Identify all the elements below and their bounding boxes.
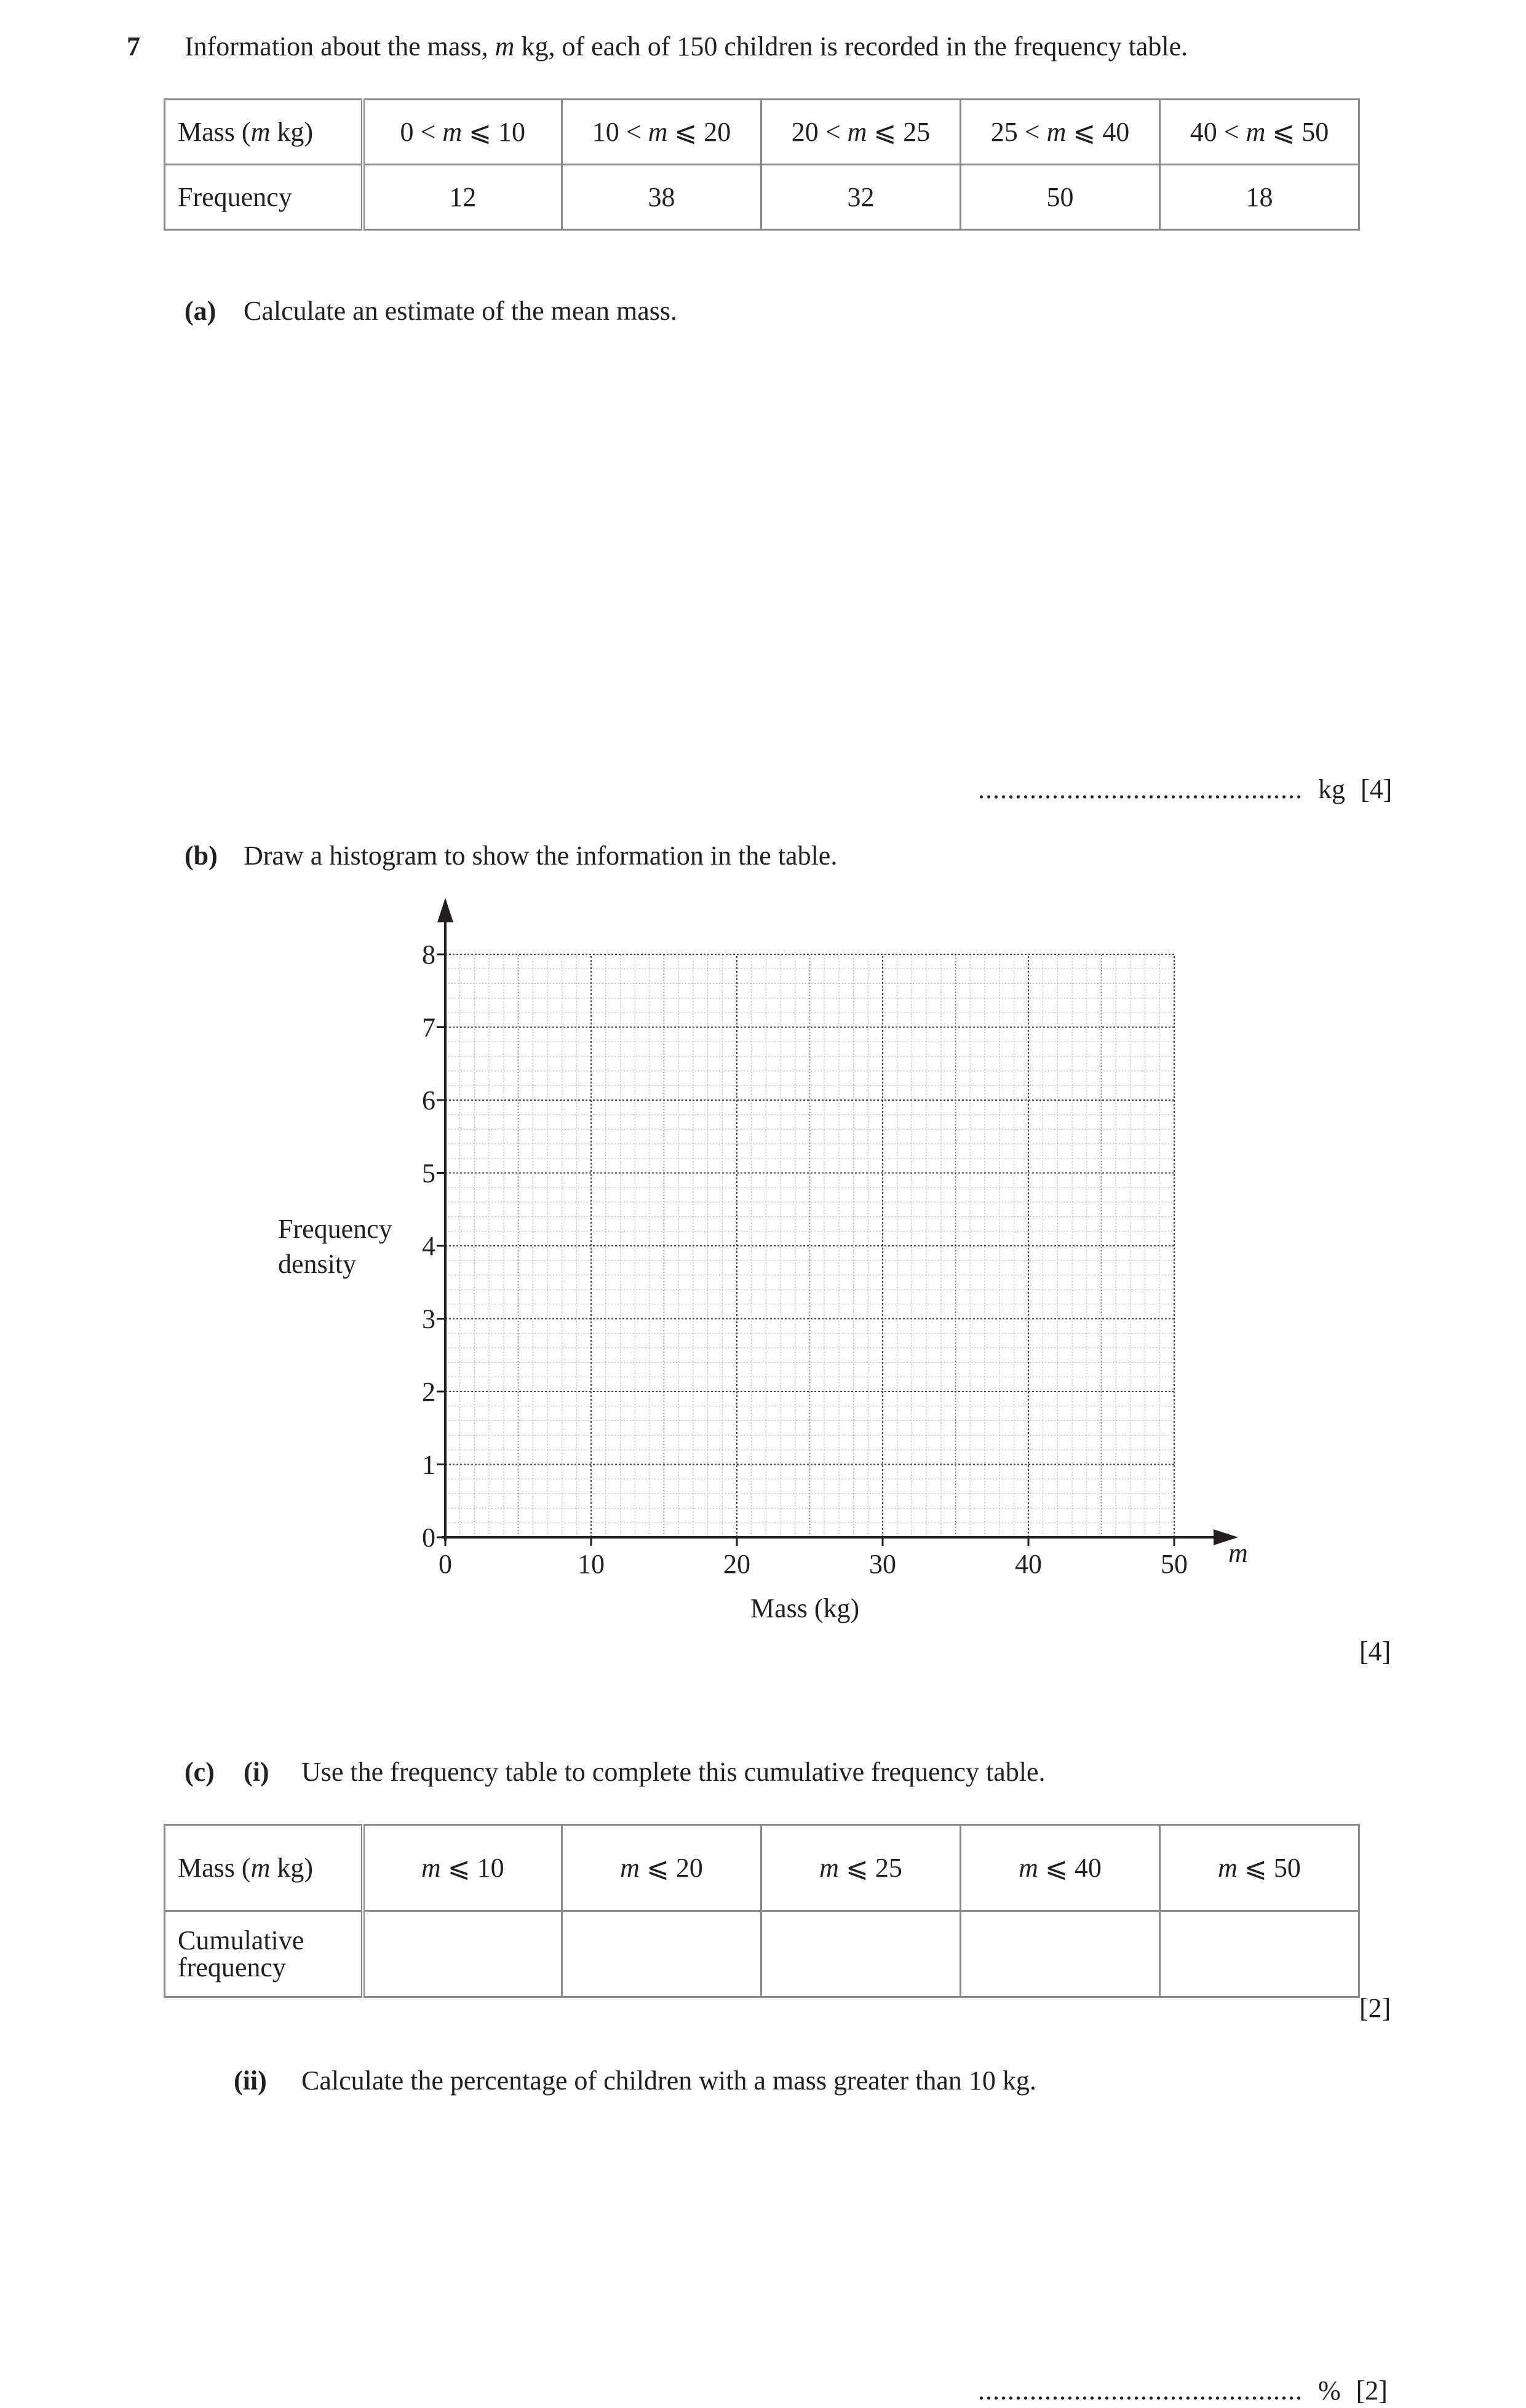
intro-post: kg, of each of 150 children is recorded in the frequency table. [514,31,1188,61]
frequency-cell: 12 [363,165,562,230]
question-intro [185,33,1188,60]
part-a-answer-line[interactable] [978,776,1392,803]
cf-bound-cell: m ⩽ 50 [1160,1825,1359,1911]
axes [437,898,1238,1545]
part-c-i-label: (i) [244,1757,269,1787]
y-tick-label: 0 [422,1523,435,1553]
cf-mass-header-cell: Mass (m kg) [165,1825,363,1911]
part-a-label: (a) [185,296,217,326]
cumulative-frequency-table [164,1824,1360,1998]
x-tick-label: 0 [439,1549,452,1579]
part-c-ii-label: (ii) [234,2065,267,2096]
y-axis-arrow [437,898,453,922]
histogram-grid[interactable] [394,898,1267,1654]
x-axis-label: Mass (kg) [750,1593,860,1623]
answer-unit: % [1318,2375,1341,2406]
class-interval: 10 < m ⩽ 20 [562,100,761,165]
frequency-header-cell: Frequency [165,165,363,230]
part-c-label: (c) [185,1757,215,1787]
frequency-cell: 32 [761,165,961,230]
intro-var: m [495,31,515,61]
y-tick-label: 5 [422,1158,435,1189]
cf-bound-cell: m ⩽ 20 [562,1825,761,1911]
y-tick-label: 1 [422,1449,435,1480]
y-tick-label: 6 [422,1085,435,1115]
frequency-table [164,98,1360,231]
cf-bound-cell: m ⩽ 25 [761,1825,961,1911]
cf-answer-cell[interactable] [562,1911,761,1997]
intro-pre: Information about the mass, [185,31,495,61]
part-b-text: Draw a histogram to show the information in the table. [244,841,838,871]
cf-answer-cell[interactable] [761,1911,961,1997]
y-tick-label: 3 [422,1304,435,1334]
part-b-marks: [4] [1359,1636,1391,1666]
part-b-label: (b) [185,841,218,871]
part-c-ii-text: Calculate the percentage of children with a mass greater than 10 kg. [301,2065,1036,2096]
answer-dots[interactable]: ............................................ [978,774,1303,804]
x-axis-variable: m [1228,1538,1248,1568]
cf-answer-cell[interactable] [363,1911,562,1997]
cf-answer-cell[interactable] [1160,1911,1359,1997]
tick-labels [422,940,1248,1579]
cf-header-cell: Cumulative frequency [165,1911,363,1997]
part-a-text: Calculate an estimate of the mean mass. [244,296,677,326]
class-interval: 25 < m ⩽ 40 [961,100,1160,165]
part-c-ii-answer-line[interactable] [978,2377,1388,2404]
y-tick-label: 7 [422,1012,435,1043]
question-number: 7 [127,31,140,61]
y-axis-label-line1: Frequency [278,1214,392,1244]
y-tick-label: 2 [422,1377,435,1407]
y-tick-label: 4 [422,1231,435,1261]
cf-answer-cell[interactable] [961,1911,1160,1997]
y-axis-label-line2: density [278,1249,357,1280]
frequency-cell: 18 [1160,165,1359,230]
cf-bound-cell: m ⩽ 10 [363,1825,562,1911]
y-tick-label: 8 [422,940,435,970]
x-tick-label: 50 [1161,1549,1188,1579]
mass-header-cell: Mass (m kg) [165,100,363,165]
y-axis-label [278,1211,392,1281]
cf-bound-cell: m ⩽ 40 [961,1825,1160,1911]
x-tick-label: 20 [723,1549,750,1579]
class-interval: 20 < m ⩽ 25 [761,100,961,165]
grid-minor-lines [445,954,1174,1537]
part-c-i-text: Use the frequency table to complete this cumulative frequency table. [301,1757,1046,1787]
marks: [2] [1356,2375,1388,2406]
part-c-i-marks: [2] [1359,1993,1391,2023]
marks: [4] [1361,774,1393,804]
class-interval: 40 < m ⩽ 50 [1160,100,1359,165]
frequency-cell: 50 [961,165,1160,230]
x-tick-label: 10 [578,1549,605,1579]
answer-dots[interactable]: ............................................ [978,2375,1303,2406]
x-tick-label: 40 [1015,1549,1042,1579]
x-tick-label: 30 [869,1549,896,1579]
class-interval: 0 < m ⩽ 10 [363,100,562,165]
frequency-cell: 38 [562,165,761,230]
answer-unit: kg [1318,774,1345,804]
